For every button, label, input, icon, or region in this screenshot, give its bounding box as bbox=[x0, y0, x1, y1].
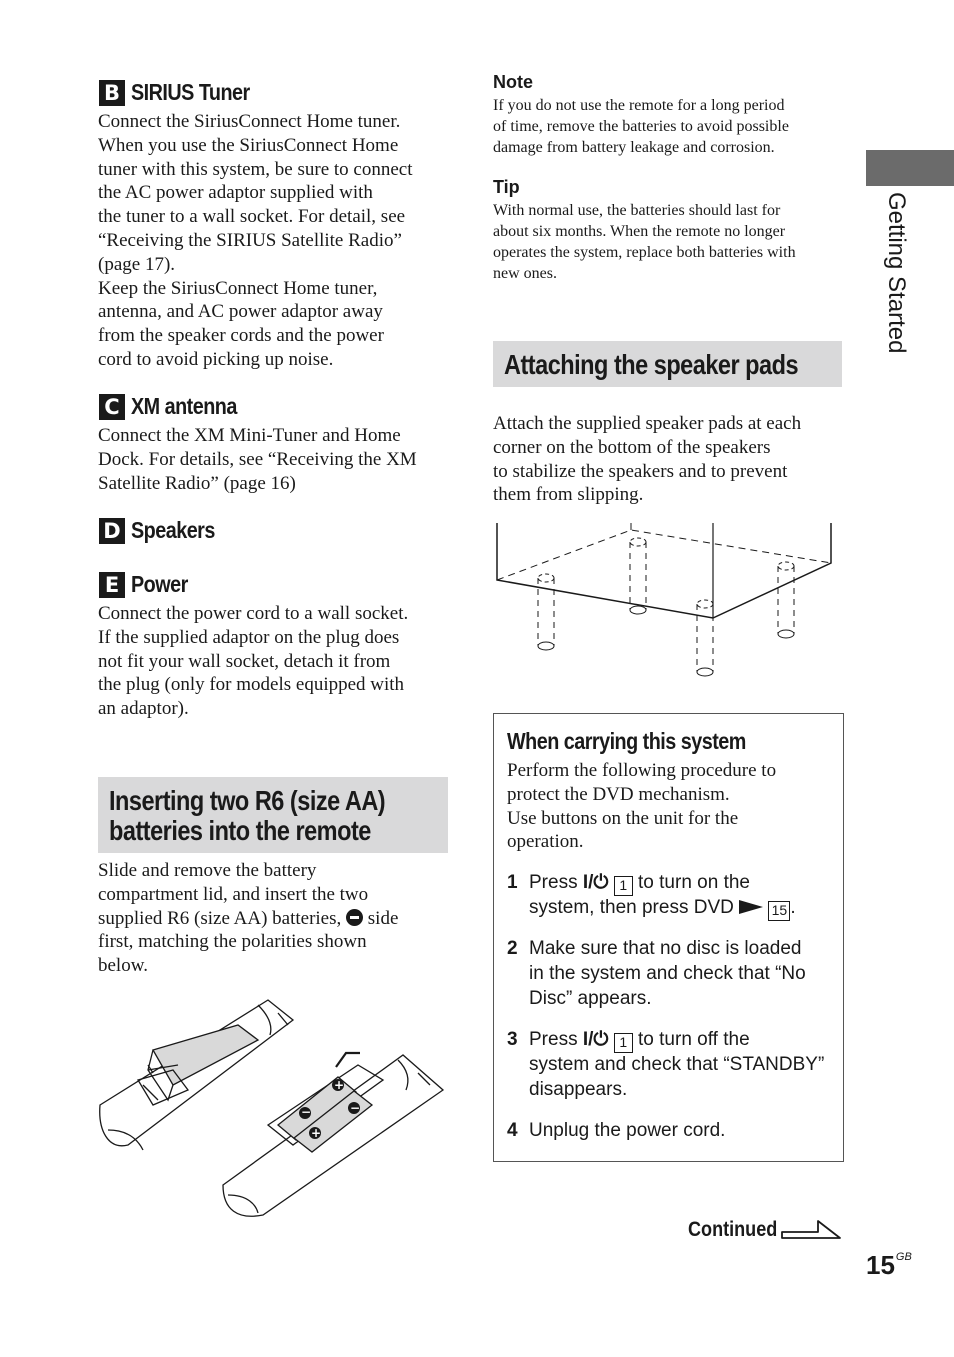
power-symbol-icon: I/⏻ bbox=[582, 1029, 609, 1050]
text-line: (page 17). bbox=[98, 253, 176, 275]
text-line: cord to avoid picking up noise. bbox=[98, 348, 334, 370]
text-fragment: supplied R6 (size AA) batteries, bbox=[98, 907, 342, 929]
text-line: operation. bbox=[507, 831, 584, 853]
text-line: operates the system, replace both batteries with bbox=[493, 244, 796, 261]
text-line: about six months. When the remote no longer bbox=[493, 223, 786, 240]
power-symbol-icon: I/⏻ bbox=[582, 872, 609, 893]
battery-text bbox=[98, 859, 458, 978]
tip-label: Tip bbox=[493, 177, 520, 197]
speaker-pads-heading-box bbox=[493, 341, 842, 387]
plus-sign: + bbox=[311, 1126, 322, 1140]
speaker-pads-heading: Attaching the speaker pads bbox=[504, 349, 799, 380]
text-line: from the speaker cords and the power bbox=[98, 325, 384, 347]
carrying-title: When carrying this system bbox=[507, 728, 746, 754]
minus-sign: − bbox=[301, 1105, 312, 1119]
heading-xm-antenna: XM antenna bbox=[131, 393, 237, 419]
remote-battery-illustration bbox=[98, 995, 450, 1220]
power-text bbox=[98, 602, 458, 721]
step-line: in the system and check that “No bbox=[529, 963, 806, 984]
text-line: below. bbox=[98, 955, 148, 977]
step-line bbox=[529, 895, 796, 921]
text-line: Attach the supplied speaker pads at each bbox=[493, 413, 802, 434]
step-line bbox=[529, 1027, 750, 1053]
text-line: an adaptor). bbox=[98, 698, 189, 720]
sirius-tuner-text bbox=[98, 110, 458, 372]
note-label: Note bbox=[493, 72, 533, 92]
text-line: Satellite Radio” (page 16) bbox=[98, 472, 296, 494]
text-line: Keep the SiriusConnect Home tuner, bbox=[98, 277, 378, 299]
text-line: Connect the XM Mini-Tuner and Home bbox=[98, 425, 401, 446]
text-line: With normal use, the batteries should last for bbox=[493, 202, 781, 219]
step-number: 4 bbox=[507, 1120, 518, 1141]
battery-heading-line: batteries into the remote bbox=[109, 815, 371, 846]
step-line: disappears. bbox=[529, 1079, 628, 1100]
text-line: When you use the SiriusConnect Home bbox=[98, 134, 399, 156]
text-line: Use buttons on the unit for the bbox=[507, 807, 739, 829]
button-number-box: 15 bbox=[768, 901, 790, 921]
text-line: protect the DVD mechanism. bbox=[507, 783, 730, 805]
carrying-intro bbox=[507, 759, 837, 854]
text-fragment: Press bbox=[529, 872, 578, 893]
text-line: Perform the following procedure to bbox=[507, 760, 777, 781]
minus-polarity-icon bbox=[346, 909, 363, 926]
heading-c bbox=[99, 393, 254, 420]
heading-d bbox=[99, 517, 229, 544]
play-icon bbox=[739, 900, 763, 914]
text-line: the tuner to a wall socket. For detail, see bbox=[98, 206, 406, 228]
text-line: antenna, and AC power adaptor away bbox=[98, 301, 383, 323]
speaker-pads-illustration bbox=[493, 518, 838, 683]
text-fragment: Press bbox=[529, 1029, 578, 1050]
text-line: “Receiving the SIRIUS Satellite Radio” bbox=[98, 229, 402, 251]
text-line: new ones. bbox=[493, 265, 557, 282]
step-line: Make sure that no disc is loaded bbox=[529, 938, 802, 959]
text-line: If you do not use the remote for a long period bbox=[493, 97, 785, 114]
button-number-box: 1 bbox=[614, 876, 633, 896]
speaker-pads-text bbox=[493, 412, 853, 507]
text-line: Connect the SiriusConnect Home tuner. bbox=[98, 111, 401, 132]
page-number-value: 15 bbox=[866, 1250, 895, 1280]
section-tab bbox=[866, 150, 954, 186]
heading-sirius-tuner: SIRIUS Tuner bbox=[131, 79, 250, 105]
badge-e: E bbox=[99, 572, 125, 598]
heading-power: Power bbox=[131, 571, 188, 597]
button-number-box: 1 bbox=[614, 1033, 633, 1053]
heading-b bbox=[99, 79, 269, 106]
speaker-pad bbox=[778, 562, 794, 638]
text-line: compartment lid, and insert the two bbox=[98, 883, 369, 905]
speaker-pad bbox=[538, 574, 554, 650]
text-line: Dock. For details, see “Receiving the XM bbox=[98, 448, 417, 470]
text-fragment: . bbox=[790, 897, 796, 918]
text-line: damage from battery leakage and corrosion. bbox=[493, 139, 775, 156]
page-number-suffix: GB bbox=[895, 1251, 912, 1263]
text-fragment: side bbox=[367, 907, 399, 929]
text-line: the AC power adaptor supplied with bbox=[98, 182, 373, 204]
text-line: Connect the power cord to a wall socket. bbox=[98, 603, 409, 624]
continued-indicator bbox=[688, 1218, 842, 1242]
heading-speakers: Speakers bbox=[131, 517, 215, 543]
text-line: to stabilize the speakers and to prevent bbox=[493, 460, 788, 482]
continued-label: Continued bbox=[688, 1218, 778, 1241]
text-line: If the supplied adaptor on the plug does bbox=[98, 626, 400, 648]
step-number: 3 bbox=[507, 1029, 518, 1050]
badge-b: B bbox=[99, 80, 125, 106]
minus-sign: − bbox=[350, 1101, 361, 1115]
step-number: 1 bbox=[507, 872, 518, 893]
battery-heading-box bbox=[98, 777, 448, 853]
badge-d: D bbox=[99, 518, 125, 544]
step-line bbox=[529, 870, 750, 896]
step-number: 2 bbox=[507, 938, 518, 959]
page-number bbox=[866, 1250, 912, 1281]
text-line: of time, remove the batteries to avoid possible bbox=[493, 118, 789, 135]
text-fragment: system, then press DVD bbox=[529, 897, 734, 918]
section-tab-label: Getting Started bbox=[883, 192, 910, 354]
continued-arrow-icon bbox=[780, 1218, 842, 1242]
text-fragment: to turn on the bbox=[638, 872, 750, 893]
speaker-pad bbox=[697, 600, 713, 676]
xm-antenna-text bbox=[98, 424, 458, 495]
text-line bbox=[98, 907, 458, 931]
battery-heading-line: Inserting two R6 (size AA) bbox=[109, 785, 386, 816]
step-line: system and check that “STANDBY” bbox=[529, 1054, 825, 1075]
plus-sign: + bbox=[334, 1078, 345, 1092]
step-line: Unplug the power cord. bbox=[529, 1120, 726, 1141]
badge-c: C bbox=[99, 394, 125, 420]
text-line: them from slipping. bbox=[493, 484, 644, 506]
step-line: Disc” appears. bbox=[529, 988, 652, 1009]
text-fragment: to turn off the bbox=[638, 1029, 750, 1050]
text-line: corner on the bottom of the speakers bbox=[493, 436, 771, 458]
text-line: tuner with this system, be sure to connect bbox=[98, 158, 413, 180]
tip-text bbox=[493, 200, 853, 284]
note-text bbox=[493, 95, 853, 158]
heading-e bbox=[99, 571, 197, 598]
text-line: first, matching the polarities shown bbox=[98, 931, 367, 953]
speaker-pad bbox=[630, 538, 646, 614]
text-line: the plug (only for models equipped with bbox=[98, 674, 405, 696]
text-line: not fit your wall socket, detach it from bbox=[98, 650, 391, 672]
text-line: Slide and remove the battery bbox=[98, 860, 317, 881]
carrying-box bbox=[493, 713, 844, 1162]
